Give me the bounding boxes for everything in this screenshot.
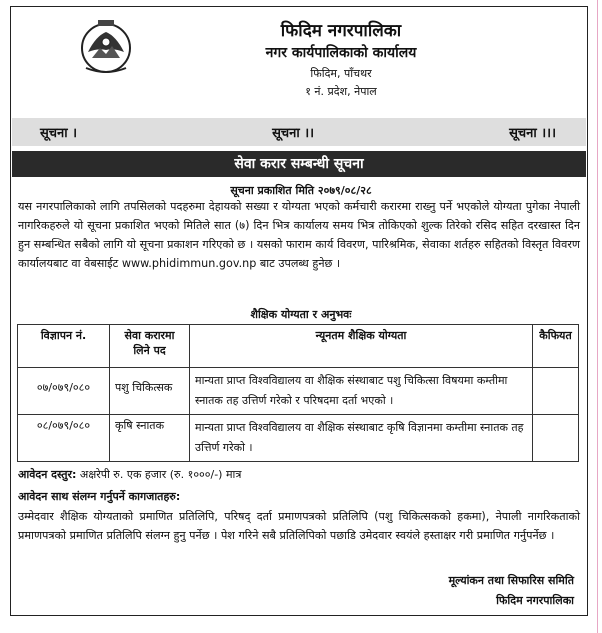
qualification-title: शैक्षिक योग्यता र अनुभवः bbox=[250, 308, 352, 321]
documents-paragraph: उम्मेदवार शैक्षिक योग्यताको प्रमाणित प्रतिलिपि, परिषद् दर्ता प्रमाणपत्रको प्रतिलिपि (पशु चिकित्सकको हकमा), नेपाली नागरिकताको प्रमाणपत्रको प्रमाणित प्रतिलिपि संलग्न हुनु पर्नेछ । पेश गरिने सबै प्रतिलिपिको पछाडि उमेदवार स्वयंले हस्ताक्षर गरी प्रमाणित गर्नुपर्नेछ । bbox=[18, 510, 580, 542]
municipality-name: फिदिम नगरपालिका bbox=[280, 21, 402, 41]
application-fee bbox=[18, 467, 241, 482]
office-name: नगर कार्यपालिकाको कार्यालय bbox=[265, 45, 417, 61]
cell-qualification: मान्यता प्राप्त विश्वविद्यालय वा शैक्षिक संस्थाबाट पशु चिकित्सा विषयमा कम्तीमा स्नातक तह उत्तिर्ण गरेको र परिषदमा दर्ता भएको । bbox=[190, 368, 533, 415]
table-header-row bbox=[18, 325, 579, 368]
table-row bbox=[18, 415, 579, 462]
vacancy-table bbox=[17, 324, 579, 462]
cell-post: पशु चिकित्सक bbox=[110, 368, 190, 415]
header-ad-no: विज्ञापन नं. bbox=[18, 325, 110, 368]
fee-label: आवेदन दस्तुर: bbox=[18, 468, 77, 481]
cell-ad-no: ०८/०७९/०८० bbox=[18, 415, 110, 462]
notice-label-3: सूचना ।।। bbox=[509, 126, 556, 141]
cell-post: कृषि स्नातक bbox=[110, 415, 190, 462]
notice-label-2: सूचना ।। bbox=[272, 126, 315, 141]
cell-ad-no: ०७/०७९/०८० bbox=[18, 368, 110, 415]
documents-title: आवेदन साथ संलग्न गर्नुपर्ने कागजातहरु: bbox=[18, 490, 181, 503]
fee-value: अक्षरेपी रु. एक हजार (रु. १०००/-) मात्र bbox=[76, 468, 242, 481]
notice-title: सेवा करार सम्बन्धी सूचना bbox=[12, 151, 586, 177]
signature-municipality: फिदिम नगरपालिका bbox=[496, 594, 574, 607]
notice-label-1: सूचना । bbox=[40, 126, 78, 141]
notice-label-band bbox=[12, 118, 586, 146]
header-qualification: न्यूनतम शैक्षिक योग्यता bbox=[190, 325, 533, 368]
table-row bbox=[18, 368, 579, 415]
published-date: सूचना प्रकाशित मिति २०७९/०८/२८ bbox=[230, 184, 372, 197]
province-name: १ नं. प्रदेश, नेपाल bbox=[305, 85, 377, 98]
cell-remarks bbox=[533, 415, 579, 462]
cell-qualification: मान्यता प्राप्त विश्वविद्यालय वा शैक्षिक संस्थाबाट कृषि विज्ञानमा कम्तीमा स्नातक तह उत्तिर्ण गरेको । bbox=[190, 415, 533, 462]
header-remarks: कैफियत bbox=[533, 325, 579, 368]
office-location: फिदिम, पाँचथर bbox=[310, 67, 372, 80]
signature-committee: मूल्यांकन तथा सिफारिस समिति bbox=[448, 574, 574, 587]
intro-paragraph: यस नगरपालिकाको लागि तपसिलको पदहरुमा देहायको सख्या र योग्यता भएको कर्मचारी करारमा राख्नु पर्ने भएकोले योग्यता पुगेका नेपाली नागरिकहरुले यो सूचना प्रकाशित भएको मितिले सात (७) दिन भित्र कार्यालय समय भित्र तोकिएको शुल्क तिरेको रसिद सहित दरखास्त दिन हुन सम्बन्धित सबैको लागि यो सूचना प्रकाशन गरिएको छ । यसको फाराम कार्य विवरण, पारिश्रमिक, सेवाका शर्तहरु सहितको विस्तृत विवरण कार्यालयबाट वा वेबसाईट www.phidimmun.gov.np बाट उपलब्ध हुनेछ । bbox=[18, 200, 580, 270]
cell-remarks bbox=[533, 368, 579, 415]
header-post: सेवा करारमा लिने पद bbox=[110, 325, 190, 368]
